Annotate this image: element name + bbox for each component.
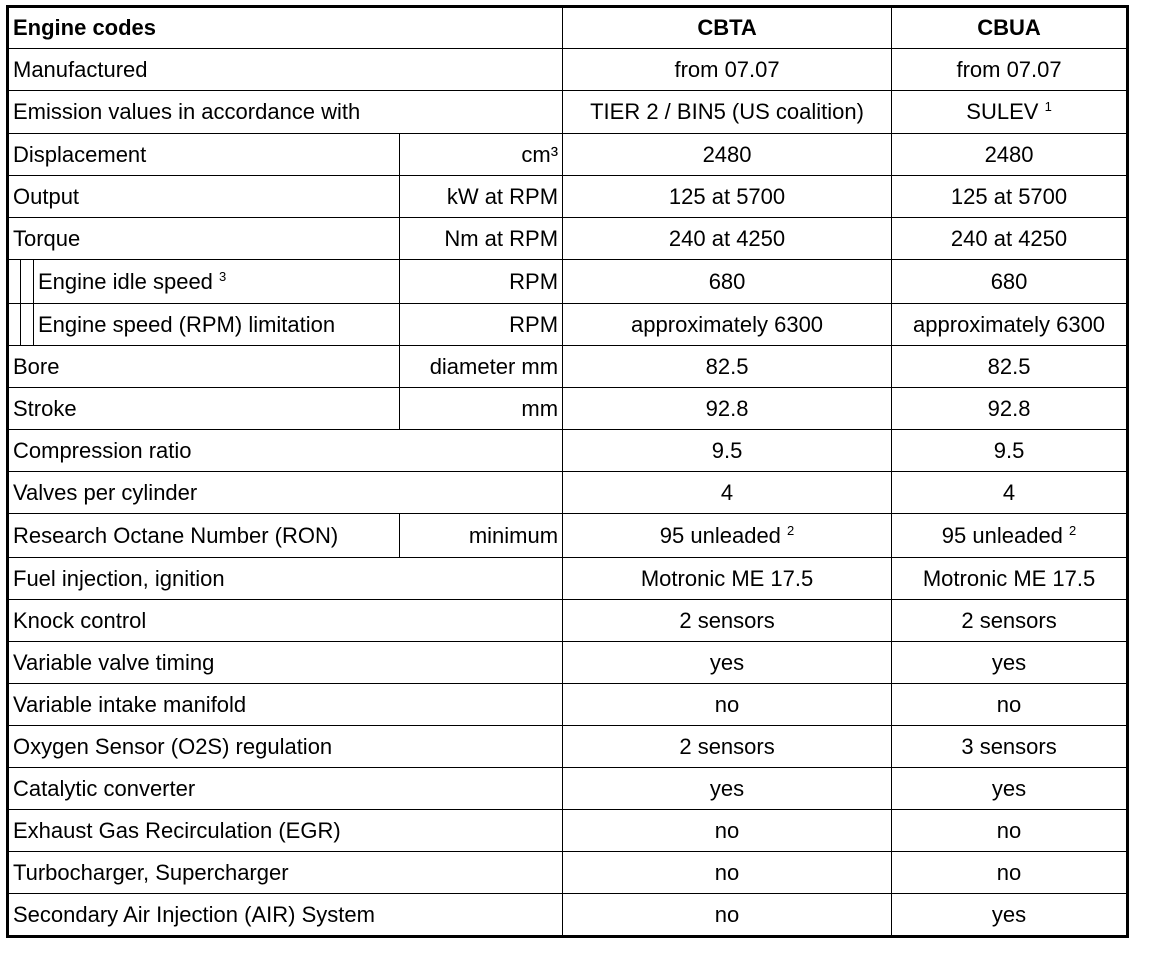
- row-value-cbta: no: [563, 684, 892, 726]
- row-value-cbta: no: [563, 894, 892, 937]
- row-value-cbta: 240 at 4250: [563, 218, 892, 260]
- table-row: [8, 852, 1128, 894]
- row-value-cbta: 4: [563, 472, 892, 514]
- row-value-cbta: 82.5: [563, 346, 892, 388]
- row-value-cbua: 3 sensors: [892, 726, 1128, 768]
- row-value-cbta: yes: [563, 642, 892, 684]
- row-label: Displacement: [8, 134, 400, 176]
- row-value-cbua: yes: [892, 894, 1128, 937]
- table-row: [8, 810, 1128, 852]
- table-row: [8, 514, 1128, 558]
- footnote-marker: 1: [1044, 99, 1052, 114]
- table-row: [8, 49, 1128, 91]
- row-value-cbua: from 07.07: [892, 49, 1128, 91]
- table-row: [8, 768, 1128, 810]
- row-value-cbta: TIER 2 / BIN5 (US coalition): [563, 91, 892, 134]
- indent-cell: [8, 260, 21, 304]
- row-label: Variable intake manifold: [8, 684, 563, 726]
- row-value-cbua: 680: [892, 260, 1128, 304]
- row-label: Emission values in accordance with: [8, 91, 563, 134]
- row-value-cbua: 9.5: [892, 430, 1128, 472]
- row-value-cbua: no: [892, 684, 1128, 726]
- table-row: [8, 304, 1128, 346]
- row-label: Research Octane Number (RON): [8, 514, 400, 558]
- row-value-cbta: 125 at 5700: [563, 176, 892, 218]
- table-row: [8, 558, 1128, 600]
- row-label: Variable valve timing: [8, 642, 563, 684]
- row-value-cbua: Motronic ME 17.5: [892, 558, 1128, 600]
- row-value-cbta: no: [563, 852, 892, 894]
- row-label: Valves per cylinder: [8, 472, 563, 514]
- row-value-cbta: 2480: [563, 134, 892, 176]
- header-label: Engine codes: [8, 7, 563, 49]
- row-label: Turbocharger, Supercharger: [8, 852, 563, 894]
- header-col-cbta: CBTA: [563, 7, 892, 49]
- row-value-cbua: 92.8: [892, 388, 1128, 430]
- value-text: 95 unleaded: [941, 522, 1063, 548]
- footnote-marker: 2: [1069, 522, 1077, 538]
- table-row: [8, 642, 1128, 684]
- row-unit: kW at RPM: [400, 176, 563, 218]
- row-unit: mm: [400, 388, 563, 430]
- row-value-cbua: [892, 514, 1128, 558]
- row-value-cbta: 92.8: [563, 388, 892, 430]
- table-row: [8, 176, 1128, 218]
- row-value-cbua: 125 at 5700: [892, 176, 1128, 218]
- row-value-cbta: 2 sensors: [563, 600, 892, 642]
- row-unit: RPM: [400, 260, 563, 304]
- table-row: [8, 260, 1128, 304]
- row-label: Stroke: [8, 388, 400, 430]
- row-label: [34, 260, 400, 304]
- footnote-marker: 2: [787, 522, 795, 538]
- row-label: Compression ratio: [8, 430, 563, 472]
- table-row: [8, 388, 1128, 430]
- row-label: Bore: [8, 346, 400, 388]
- row-value-cbua: [892, 91, 1128, 134]
- table-row: [8, 346, 1128, 388]
- row-value-cbta: from 07.07: [563, 49, 892, 91]
- row-label: Fuel injection, ignition: [8, 558, 563, 600]
- row-unit: Nm at RPM: [400, 218, 563, 260]
- row-label: Secondary Air Injection (AIR) System: [8, 894, 563, 937]
- row-value-cbua: 2480: [892, 134, 1128, 176]
- row-value-cbua: 240 at 4250: [892, 218, 1128, 260]
- row-label: Exhaust Gas Recirculation (EGR): [8, 810, 563, 852]
- row-unit: diameter mm: [400, 346, 563, 388]
- row-label: Output: [8, 176, 400, 218]
- indent-cell: [8, 304, 21, 346]
- header-col-cbua: CBUA: [892, 7, 1128, 49]
- table-row: [8, 894, 1128, 937]
- row-value-cbua: no: [892, 852, 1128, 894]
- row-value-cbta: 2 sensors: [563, 726, 892, 768]
- table-row: [8, 218, 1128, 260]
- value-text: SULEV: [966, 99, 1039, 124]
- row-value-cbta: Motronic ME 17.5: [563, 558, 892, 600]
- row-value-cbta: 9.5: [563, 430, 892, 472]
- table-row: [8, 430, 1128, 472]
- row-value-cbua: approximately 6300: [892, 304, 1128, 346]
- row-unit: minimum: [400, 514, 563, 558]
- row-label: Oxygen Sensor (O2S) regulation: [8, 726, 563, 768]
- footnote-marker: 3: [219, 268, 227, 284]
- row-label: Manufactured: [8, 49, 563, 91]
- row-value-cbta: yes: [563, 768, 892, 810]
- row-unit: cm³: [400, 134, 563, 176]
- row-value-cbta: [563, 514, 892, 558]
- row-value-cbua: 2 sensors: [892, 600, 1128, 642]
- engine-spec-table: [6, 5, 1129, 938]
- row-unit: RPM: [400, 304, 563, 346]
- indent-cell: [21, 260, 34, 304]
- indent-cell: [21, 304, 34, 346]
- value-text: 95 unleaded: [659, 522, 781, 548]
- row-value-cbta: 680: [563, 260, 892, 304]
- table-row: [8, 600, 1128, 642]
- table-row: [8, 684, 1128, 726]
- row-value-cbua: yes: [892, 768, 1128, 810]
- table-row: [8, 472, 1128, 514]
- row-value-cbua: 4: [892, 472, 1128, 514]
- row-label: Catalytic converter: [8, 768, 563, 810]
- row-label: Engine speed (RPM) limitation: [34, 304, 400, 346]
- row-value-cbua: yes: [892, 642, 1128, 684]
- row-label: Knock control: [8, 600, 563, 642]
- row-value-cbta: approximately 6300: [563, 304, 892, 346]
- table-row: [8, 91, 1128, 134]
- row-label: Torque: [8, 218, 400, 260]
- table-header-row: [8, 7, 1128, 49]
- row-value-cbta: no: [563, 810, 892, 852]
- row-value-cbua: no: [892, 810, 1128, 852]
- table-row: [8, 726, 1128, 768]
- table-row: [8, 134, 1128, 176]
- label-text: Engine idle speed: [38, 268, 213, 294]
- row-value-cbua: 82.5: [892, 346, 1128, 388]
